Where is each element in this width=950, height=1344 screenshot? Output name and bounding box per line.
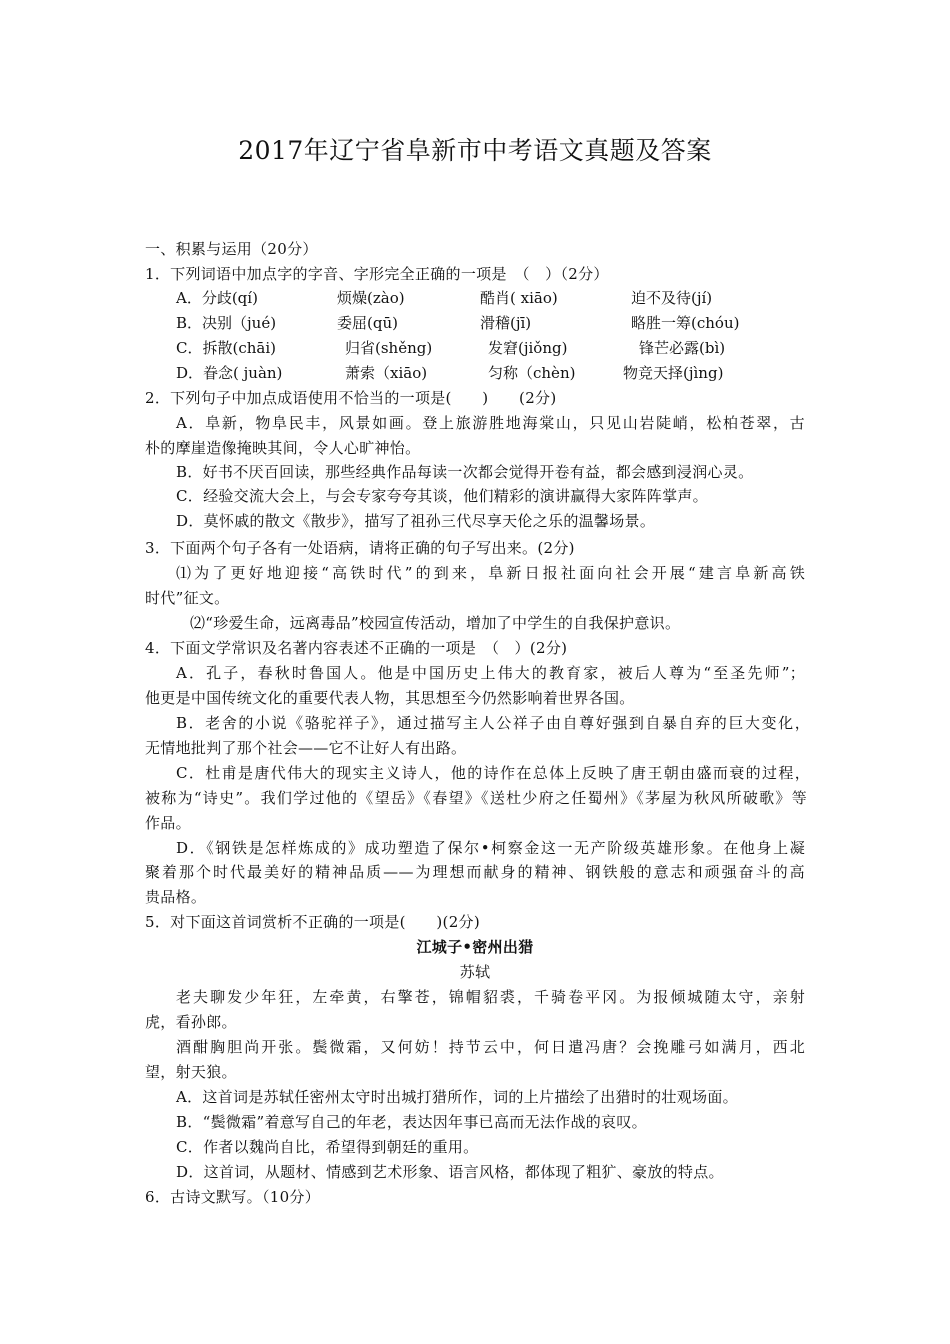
section-heading: 一、积累与运用（20分） <box>145 240 318 258</box>
q1-option-a-word1: A．分歧(qí) <box>176 289 258 307</box>
question-1-stem: 1．下列词语中加点字的字音、字形完全正确的一项是 （ ）（2分） <box>145 265 609 283</box>
page-title: 2017年辽宁省阜新市中考语文真题及答案 <box>238 136 712 165</box>
q1-option-a-word3: 酷肖( xiāo) <box>480 289 558 307</box>
q1-option-a-word2: 烦燥(zào) <box>337 289 405 307</box>
q4-option-a-line2: 他更是中国传统文化的重要代表人物，其思想至今仍然影响着世界各国。 <box>145 689 635 707</box>
question-3-stem: 3．下面两个句子各有一处语病，请将正确的句子写出来。(2分) <box>145 539 575 557</box>
q1-option-b-word4: 略胜一筹(chóu) <box>631 314 740 332</box>
question-5-stem: 5．对下面这首词赏析不正确的一项是( )(2分) <box>145 913 480 931</box>
q5-option-c: C．作者以魏尚自比，希望得到朝廷的重用。 <box>176 1138 479 1156</box>
q5-option-b: B．“鬓微霜”着意写自己的年老，表达因年事已高而无法作战的哀叹。 <box>176 1113 647 1131</box>
q1-option-c-word3: 发窘(jiǒng) <box>488 339 568 357</box>
poem-stanza-2-line1: 酒酣胸胆尚开张。鬓微霜，又何妨！持节云中，何日遣冯唐？会挽雕弓如满月，西北 <box>176 1038 805 1056</box>
q4-option-d-line2: 聚着那个时代最美好的精神品质——为理想而献身的精神、钢铁般的意志和顽强奋斗的高 <box>145 863 805 881</box>
q4-option-c-line3: 作品。 <box>145 814 191 832</box>
q1-option-b-word1: B．决别（jué) <box>176 314 277 332</box>
question-2-stem: 2．下列句子中加点成语使用不恰当的一项是( ) (2分) <box>145 389 557 407</box>
q1-option-d-word1: D．眷念( juàn) <box>176 364 283 382</box>
q1-option-c-word2: 归省(shěng) <box>345 339 433 357</box>
q2-option-c: C．经验交流大会上，与会专家夸夸其谈，他们精彩的演讲赢得大家阵阵掌声。 <box>176 487 708 505</box>
q1-option-b-word3: 滑稽(jī) <box>480 314 532 332</box>
q1-option-b-word2: 委屈(qū) <box>337 314 398 332</box>
q4-option-c-line1: C．杜甫是唐代伟大的现实主义诗人，他的诗作在总体上反映了唐王朝由盛而衰的过程， <box>176 764 810 782</box>
q5-option-a: A．这首词是苏轼任密州太守时出城打猎所作，词的上片描绘了出猎时的壮观场面。 <box>176 1088 738 1106</box>
q3-sentence-1-line2: 时代”征文。 <box>145 589 230 607</box>
poem-author: 苏轼 <box>459 963 491 981</box>
q1-option-d-word4: 物竞天择(jìng) <box>623 364 724 382</box>
poem-title: 江城子•密州出猎 <box>416 938 534 956</box>
q5-option-d: D．这首词，从题材、情感到艺术形象、语言风格，都体现了粗犷、豪放的特点。 <box>176 1163 724 1181</box>
q1-option-c-word4: 锋芒必露(bì) <box>639 339 726 357</box>
poem-stanza-1-line2: 虎，看孙郎。 <box>145 1013 237 1031</box>
q1-option-d-word2: 萧索（xiāo) <box>345 364 428 382</box>
q4-option-b-line2: 无情地批判了那个社会——它不让好人有出路。 <box>145 739 467 757</box>
question-4-stem: 4．下面文学常识及名著内容表述不正确的一项是 （ ）(2分) <box>145 639 568 657</box>
q2-option-a-line2: 朴的摩崖造像掩映其间，令人心旷神怡。 <box>145 439 421 457</box>
q3-sentence-2: ⑵“珍爱生命，远离毒品”校园宣传活动，增加了中学生的自我保护意识。 <box>190 614 681 632</box>
q2-option-d: D．莫怀戚的散文《散步》，描写了祖孙三代尽享天伦之乐的温馨场景。 <box>176 512 656 530</box>
q1-option-a-word4: 迫不及待(jí) <box>631 289 713 307</box>
q4-option-b-line1: B．老舍的小说《骆驼祥子》，通过描写主人公祥子由自尊好强到自暴自弃的巨大变化， <box>176 714 810 732</box>
poem-stanza-1-line1: 老夫聊发少年狂，左牵黄，右擎苍，锦帽貂裘，千骑卷平冈。为报倾城随太守，亲射 <box>176 988 805 1006</box>
q4-option-d-line3: 贵品格。 <box>145 888 207 906</box>
question-6-stem: 6．古诗文默写。（10分） <box>145 1188 321 1206</box>
poem-stanza-2-line2: 望，射天狼。 <box>145 1063 237 1081</box>
q4-option-a-line1: A．孔子，春秋时鲁国人。他是中国历史上伟大的教育家，被后人尊为“至圣先师”； <box>176 664 805 682</box>
q1-option-d-word3: 匀称（chèn) <box>488 364 576 382</box>
q2-option-a-line1: A．阜新，物阜民丰，风景如画。登上旅游胜地海棠山，只见山岩陡峭，松柏苍翠，古 <box>176 414 805 432</box>
q2-option-b: B．好书不厌百回读，那些经典作品每读一次都会觉得开卷有益，都会感到浸润心灵。 <box>176 463 754 481</box>
q4-option-c-line2: 被称为“诗史”。我们学过他的《望岳》《春望》《送杜少府之任蜀州》《茅屋为秋风所破歌》等 <box>145 789 807 807</box>
q4-option-d-line1: D．《钢铁是怎样炼成的》成功塑造了保尔•柯察金这一无产阶级英雄形象。在他身上凝 <box>176 839 805 857</box>
q1-option-c-word1: C．拆散(chāi) <box>176 339 276 357</box>
q3-sentence-1-line1: ⑴为了更好地迎接“高铁时代”的到来，阜新日报社面向社会开展“建言阜新高铁 <box>176 564 805 582</box>
